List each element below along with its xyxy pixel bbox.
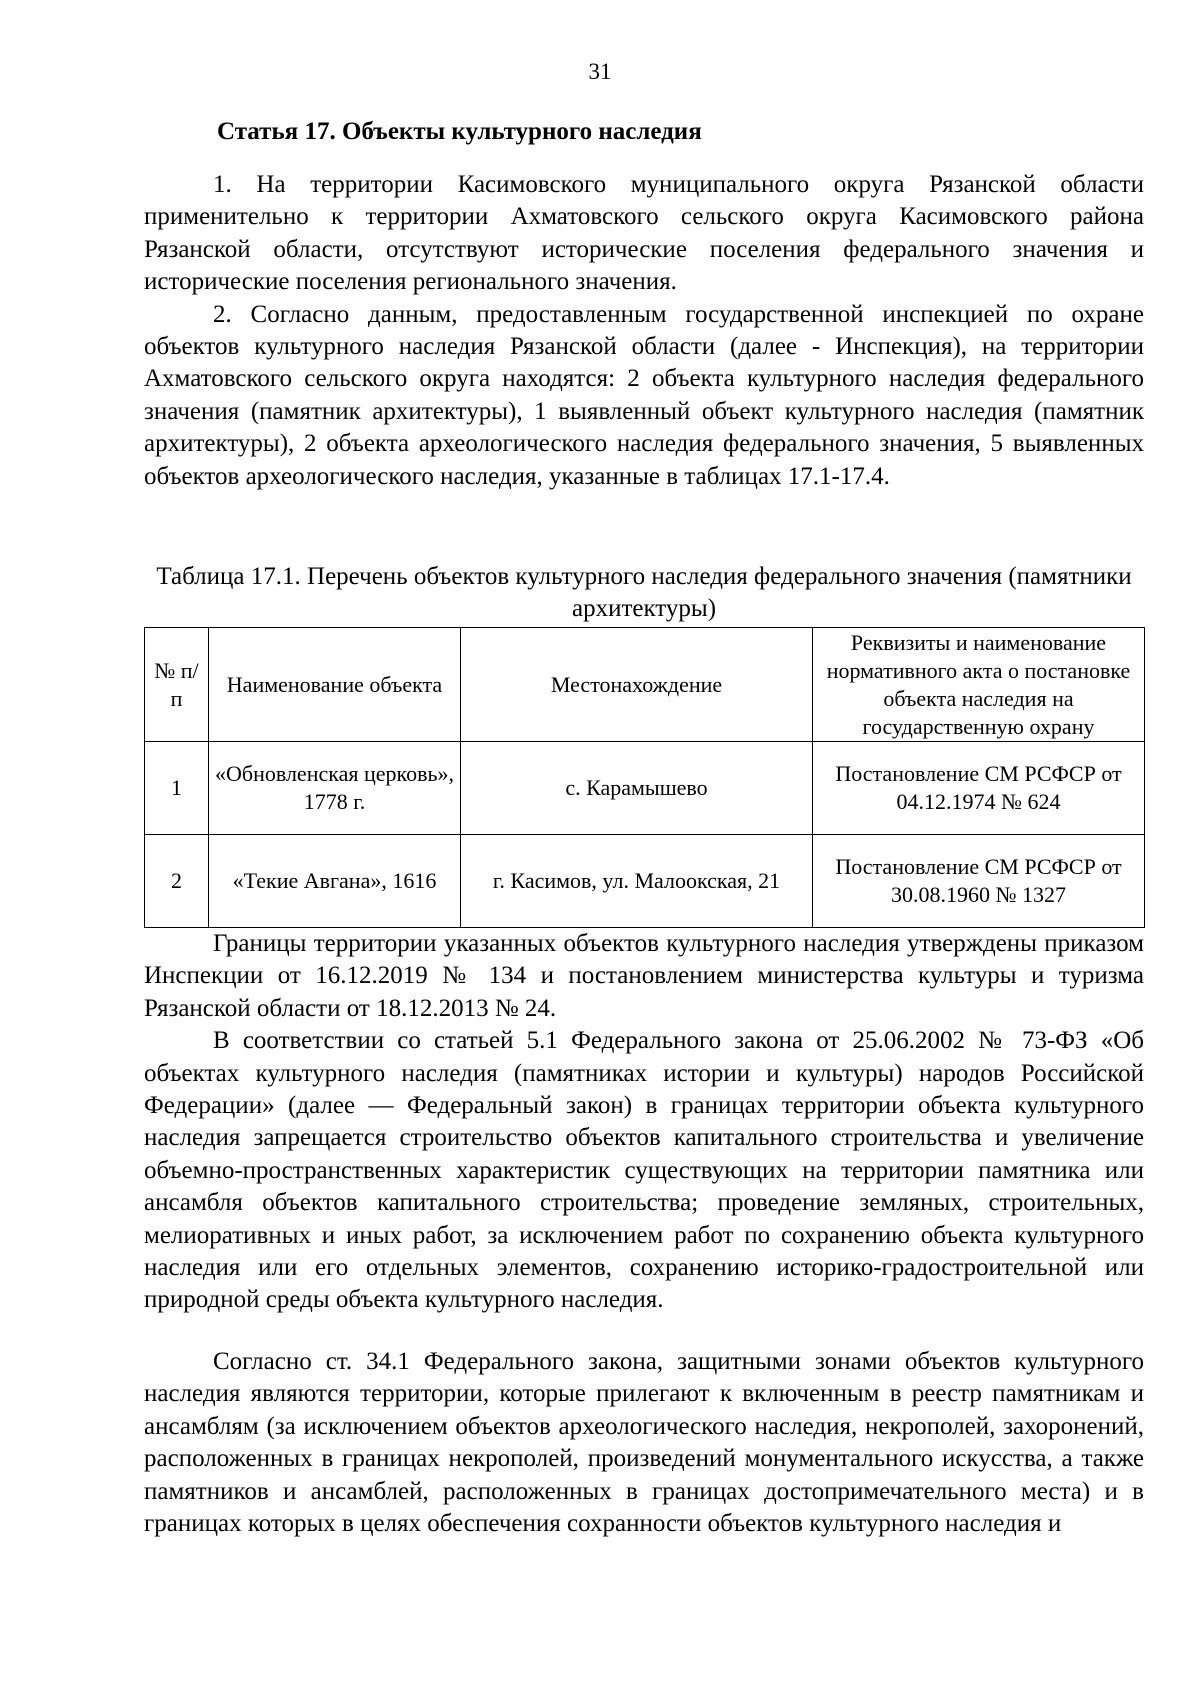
paragraph-2: 2. Согласно данным, предоставленным государственной инспекцией по охране объектов культурного наследия Рязанской области (далее - Инспекция), на территории Ахматовского сельского округа находятся: 2 объекта культурного наследия федерального значения (памятник архитектуры), 1 выявленный объект культурного наследия (памятник архитектуры), 2 объекта археологического наследия федерального значения, 5 выявленных объектов археологического наследия, указанные в таблицах 17.1-17.4. <box>144 300 1144 490</box>
table-row <box>145 835 1145 928</box>
paragraph-3: Границы территории указанных объектов культурного наследия утверждены приказом Инспекции от 16.12.2019 № 134 и постановлением министерства культуры и туризма Рязанской области от 18.12.2013 № 24. <box>144 930 1144 1022</box>
header-location: Местонахождение <box>461 628 813 742</box>
cell-num: 1 <box>145 742 209 835</box>
article-heading: Статья 17. Объекты культурного наследия <box>217 118 702 145</box>
header-num: № п/п <box>145 628 209 742</box>
page-number: 31 <box>588 59 612 84</box>
header-name: Наименование объекта <box>209 628 461 742</box>
cell-act: Постановление СМ РСФСР от 04.12.1974 № 624 <box>813 742 1145 835</box>
protective-zones-paragraph-block <box>144 1346 1144 1540</box>
table-row <box>145 742 1145 835</box>
cell-location: г. Касимов, ул. Малоокская, 21 <box>461 835 813 928</box>
cell-name: «Текие Авгана», 1616 <box>209 835 461 928</box>
after-table-paragraphs <box>144 928 1144 1317</box>
paragraph-5: Согласно ст. 34.1 Федерального закона, защитными зонами объектов культурного наследия являются территории, которые прилегают к включенным в реестр памятникам и ансамблям (за исключением объектов археологического наследия, некрополей, захоронений, расположенных в границах некрополей, произведений монументального искусства, а также памятников и ансамблей, расположенных в границах достопримечательного места) и в границах которых в целях обеспечения сохранности объектов культурного наследия и <box>144 1348 1144 1538</box>
header-act: Реквизиты и наименование нормативного акта о постановке объекта наследия на государственную охрану <box>813 628 1145 742</box>
heritage-objects-table <box>144 627 1145 928</box>
cell-name: «Обновленская церковь», 1778 г. <box>209 742 461 835</box>
cell-num: 2 <box>145 835 209 928</box>
paragraph-1: 1. На территории Касимовского муниципального округа Рязанской области применительно к территории Ахматовского сельского округа Касимовского района Рязанской области, отсутствуют исторические поселения федерального значения и исторические поселения регионального значения. <box>144 171 1144 296</box>
table-caption: Таблица 17.1. Перечень объектов культурного наследия федерального значения (памятники архитектуры) <box>156 563 1132 622</box>
intro-paragraphs <box>144 169 1144 493</box>
table-header-row <box>145 628 1145 742</box>
cell-location: с. Карамышево <box>461 742 813 835</box>
cell-act: Постановление СМ РСФСР от 30.08.1960 № 1327 <box>813 835 1145 928</box>
paragraph-4: В соответствии со статьей 5.1 Федерального закона от 25.06.2002 № 73-ФЗ «Об объектах культурного наследия (памятниках истории и культуры) народов Российской Федерации» (далее — Федеральный закон) в границах территории объекта культурного наследия запрещается строительство объектов капитального строительства и увеличение объемно-пространственных характеристик существующих на территории памятника или ансамбля объектов капитального строительства; проведение земляных, строительных, мелиоративных и иных работ, за исключением работ по сохранению объекта культурного наследия или его отдельных элементов, сохранению историко-градостроительной или природной среды объекта культурного наследия. <box>144 1027 1144 1314</box>
